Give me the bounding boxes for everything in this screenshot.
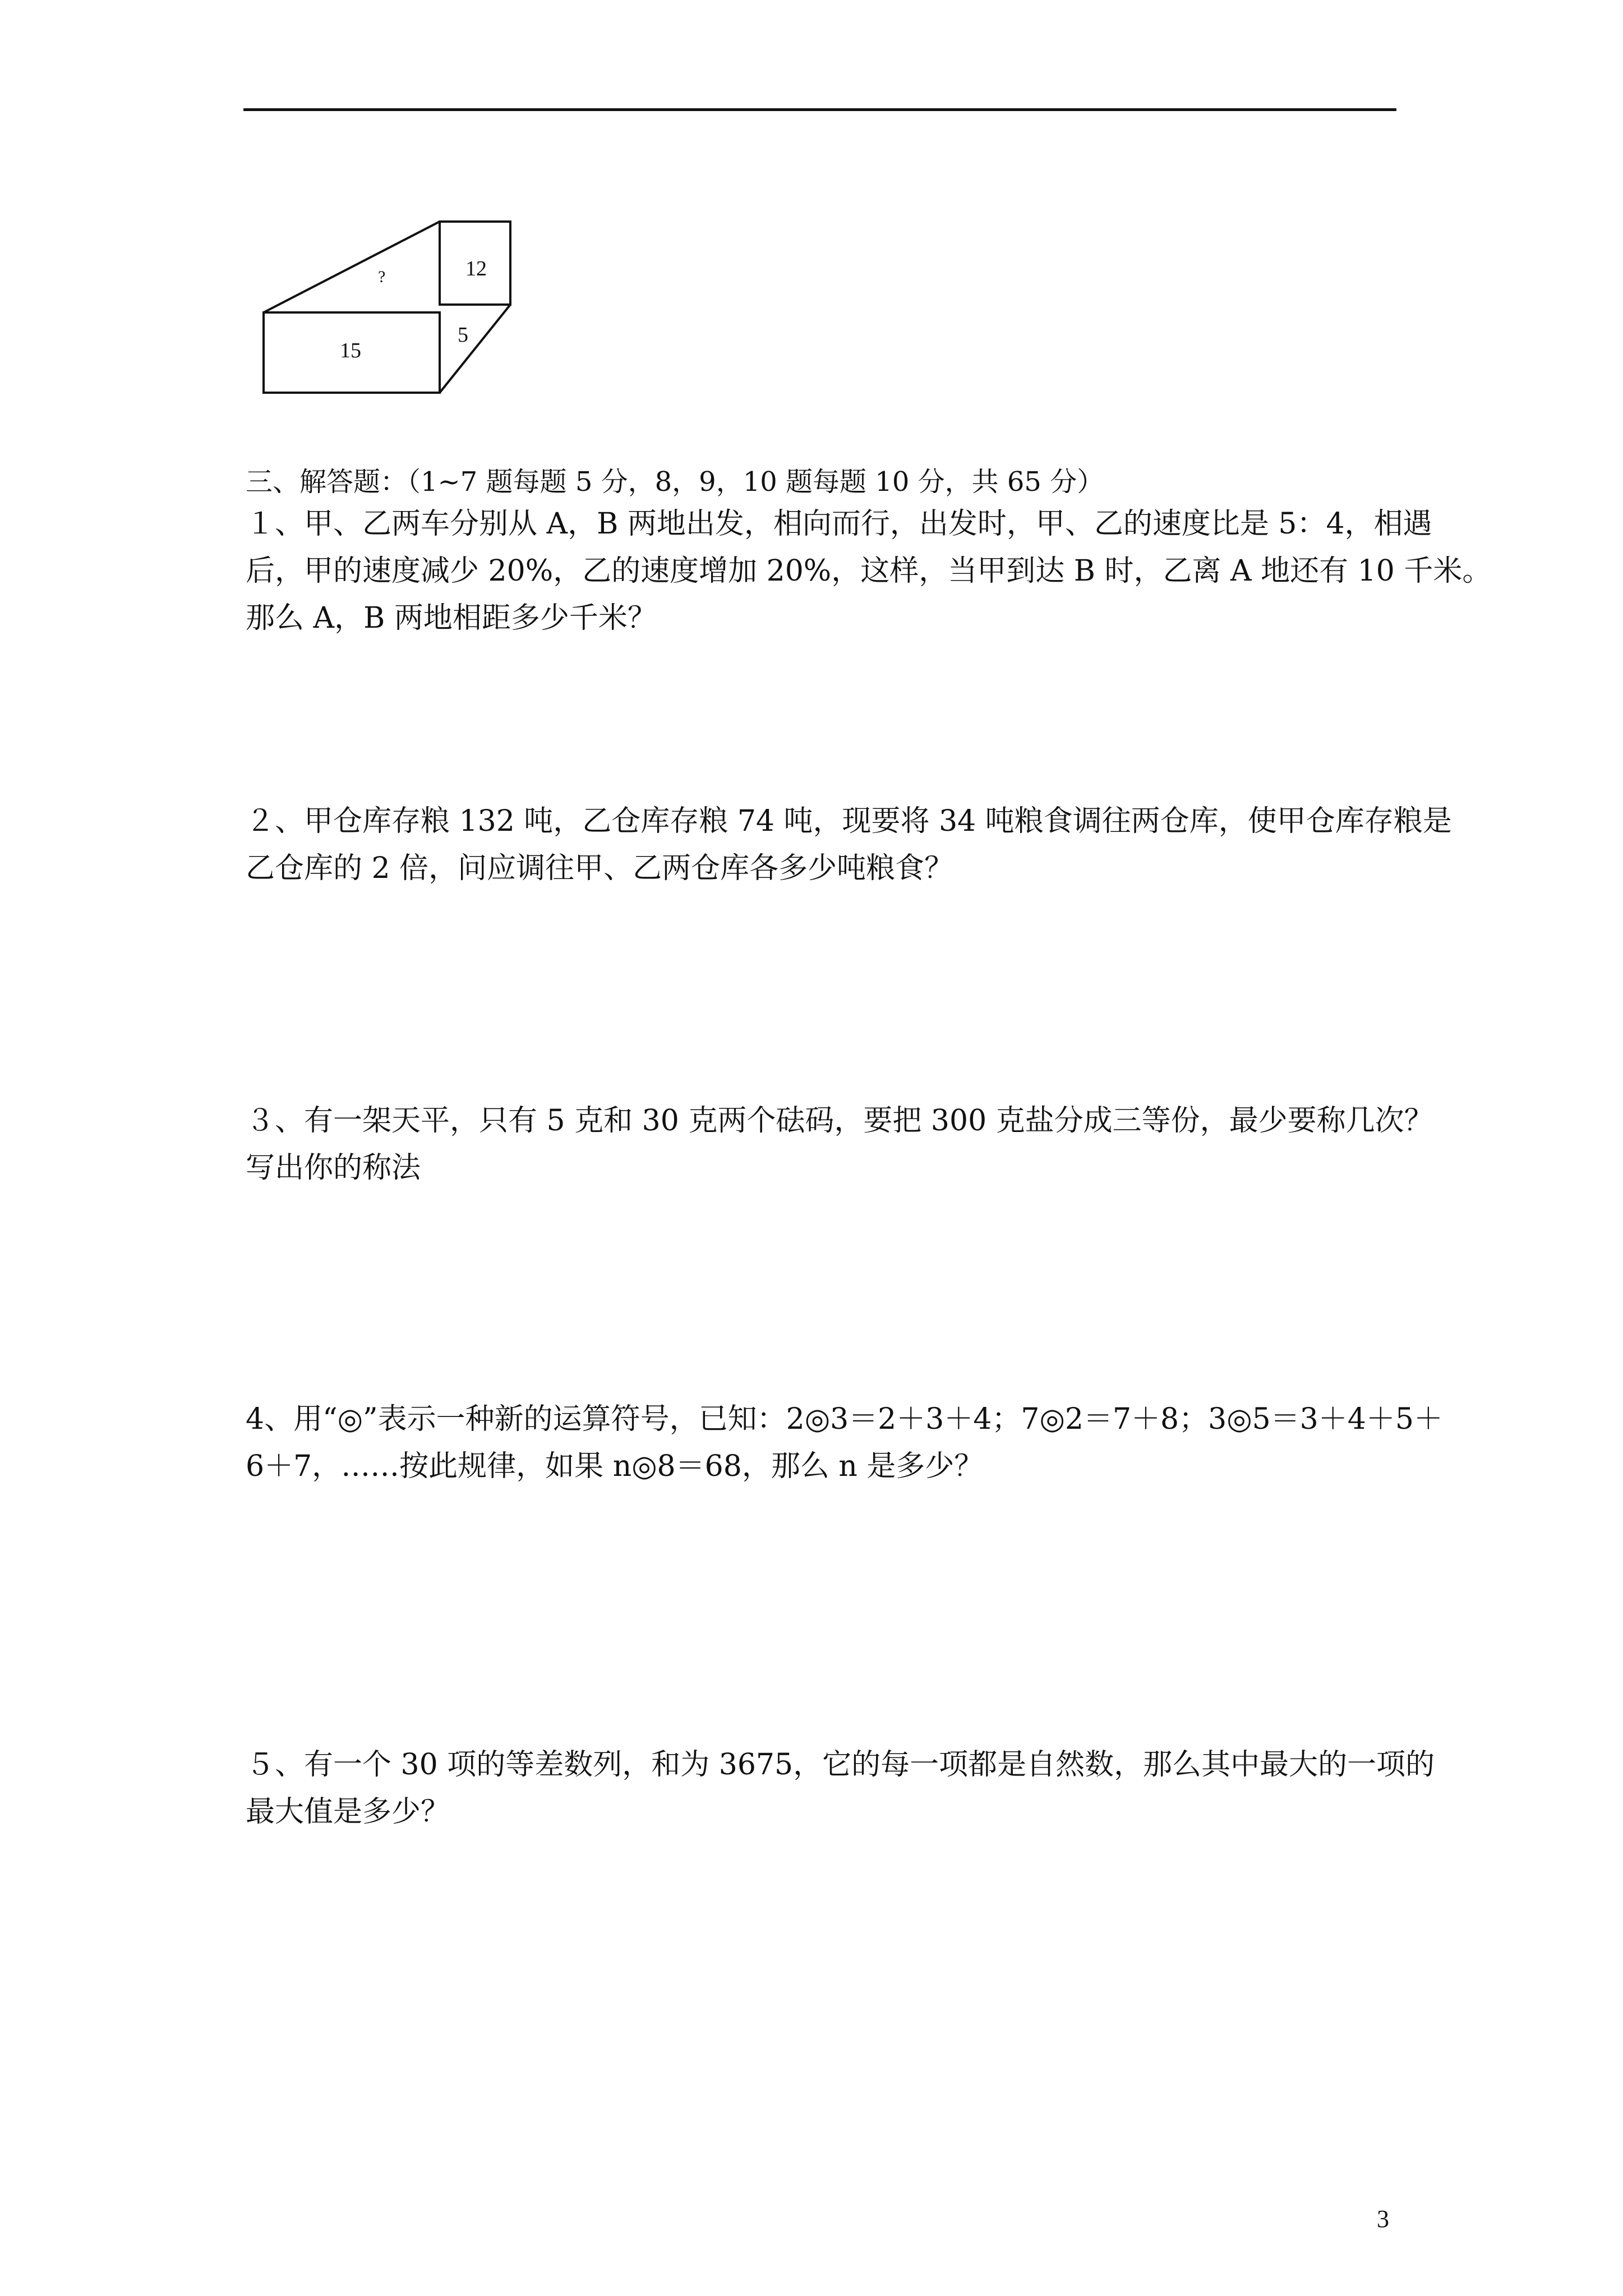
question-1 [246, 500, 1492, 642]
triangle-5-edge [440, 305, 510, 393]
question-line: 写出你的称法 [246, 1151, 421, 1185]
figure-label-unknown: ? [378, 268, 386, 286]
question-3 [246, 1097, 1433, 1191]
figure-label-15: 15 [340, 339, 361, 362]
figure-drawing [258, 216, 527, 401]
question-line: ３、有一架天平，只有 5 克和 30 克两个砝码，要把 300 克盐分成三等份，最少要称几次？ [246, 1104, 1433, 1138]
section-heading: 三、解答题：（1~7 题每题 5 分，8，9，10 题每题 10 分，共 65 分） [246, 466, 1104, 498]
question-line: ２、甲仓库存粮 132 吨，乙仓库存粮 74 吨，现要将 34 吨粮食调往两仓库，使甲仓库存粮是 [246, 804, 1452, 838]
question-2 [246, 798, 1452, 892]
question-line: 乙仓库的 2 倍，问应调往甲、乙两仓库各多少吨粮食？ [246, 852, 954, 885]
figure-label-5: 5 [458, 323, 468, 347]
header-rule [243, 108, 1396, 111]
page-number: 3 [1377, 2205, 1389, 2233]
trapezoid-figure [258, 216, 527, 401]
question-line: 4、用“◎”表示一种新的运算符号，已知：2◎3＝2＋3＋4；7◎2＝7＋8；3◎5＝3＋4＋5＋ [246, 1402, 1443, 1436]
figure-label-12: 12 [465, 257, 487, 280]
triangle-hypotenuse [264, 222, 440, 312]
question-line: 那么 A，B 两地相距多少千米？ [246, 601, 657, 635]
question-line: 最大值是多少？ [246, 1795, 450, 1829]
question-line: ５、有一个 30 项的等差数列，和为 3675，它的每一项都是自然数，那么其中最大的一项的 [246, 1748, 1435, 1782]
question-line: １、甲、乙两车分别从 A，B 两地出发，相向而行，出发时，甲、乙的速度比是 5：4，相遇 [246, 507, 1432, 541]
question-4 [246, 1396, 1443, 1490]
question-line: 后，甲的速度减少 20%，乙的速度增加 20%，这样，当甲到达 B 时，乙离 A 地还有 10 千米。 [246, 554, 1492, 588]
question-5 [246, 1741, 1435, 1835]
question-line: 6＋7，……按此规律，如果 n◎8＝68，那么 n 是多少？ [246, 1450, 984, 1483]
